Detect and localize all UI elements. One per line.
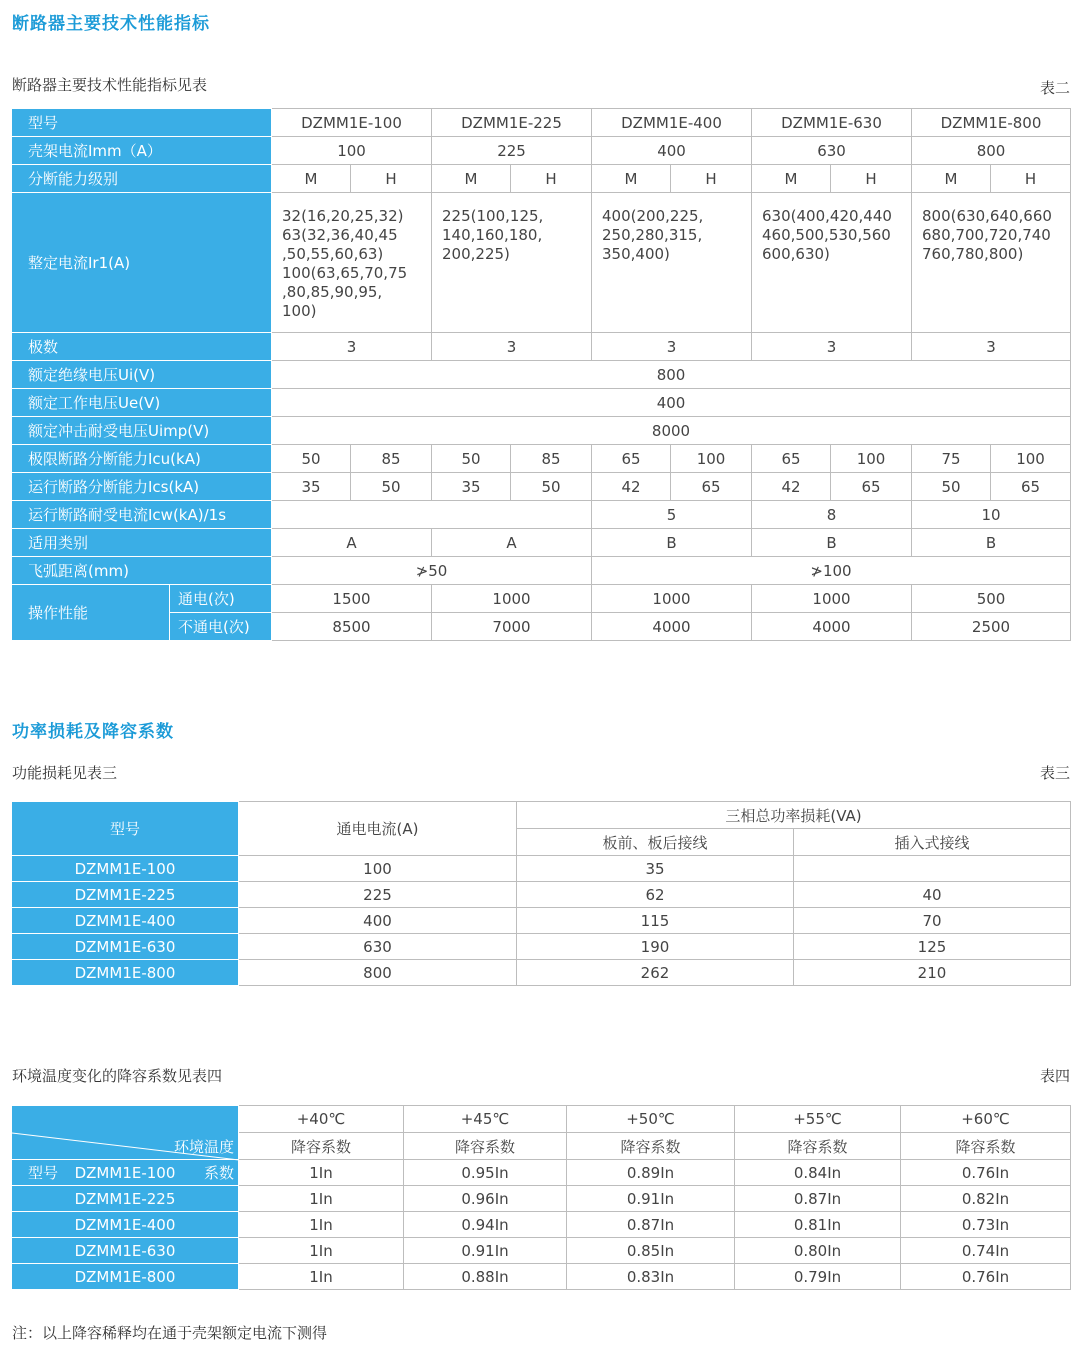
- label-icw: 运行断路耐受电流Icw(kA)/1s: [12, 501, 272, 529]
- label-breaking-level: 分断能力级别: [12, 165, 272, 193]
- label-arc-distance: 飞弧距离(mm): [12, 557, 272, 585]
- header-temp: 环境温度: [173, 1137, 234, 1156]
- level-m: M: [912, 165, 991, 193]
- coef-cell: 0.81In: [735, 1212, 901, 1238]
- row-plug: 125: [794, 934, 1071, 960]
- row-model: DZMM1E-100: [12, 1160, 239, 1186]
- row-front: 190: [517, 934, 794, 960]
- icu-cell: 50: [432, 445, 511, 473]
- label-category: 适用类别: [12, 529, 272, 557]
- header-loss: 三相总功率损耗(VA): [517, 802, 1071, 829]
- poles-cell: 3: [272, 333, 432, 361]
- row-model: DZMM1E-225: [12, 882, 239, 908]
- oper-off-cell: 2500: [912, 613, 1071, 641]
- level-m: M: [592, 165, 671, 193]
- label-oper-off: 不通电(次): [170, 613, 272, 641]
- oper-on-cell: 1500: [272, 585, 432, 613]
- coef-cell: 0.80In: [735, 1238, 901, 1264]
- label-setting-current: 整定电流Ir1(A): [12, 193, 272, 333]
- footnote: 注：以上降容稀释均在通于壳架额定电流下测得: [12, 1324, 328, 1342]
- oper-off-cell: 8500: [272, 613, 432, 641]
- row-current: 630: [239, 934, 517, 960]
- row-model: DZMM1E-630: [12, 1238, 239, 1264]
- row-front: 115: [517, 908, 794, 934]
- ics-cell: 65: [991, 473, 1071, 501]
- row-model: DZMM1E-100: [12, 856, 239, 882]
- icu-cell: 85: [511, 445, 592, 473]
- model-cell: DZMM1E-630: [752, 109, 912, 137]
- poles-cell: 3: [432, 333, 592, 361]
- coef-cell: 0.84In: [735, 1160, 901, 1186]
- oper-off-cell: 7000: [432, 613, 592, 641]
- row-model: DZMM1E-400: [12, 1212, 239, 1238]
- poles-cell: 3: [912, 333, 1071, 361]
- icu-cell: 75: [912, 445, 991, 473]
- frame-cell: 100: [272, 137, 432, 165]
- table2-caption: 断路器主要技术性能指标见表: [12, 76, 208, 94]
- icw-empty: [272, 501, 592, 529]
- coef-cell: 0.91In: [567, 1186, 735, 1212]
- label-oper-on: 通电(次): [170, 585, 272, 613]
- performance-table: [11, 108, 1071, 641]
- coef-cell: 0.76In: [901, 1160, 1071, 1186]
- table4-caption: 环境温度变化的降容系数见表四: [12, 1067, 223, 1085]
- model-cell: DZMM1E-225: [432, 109, 592, 137]
- derating-table: [11, 1105, 1071, 1290]
- ics-cell: 65: [831, 473, 912, 501]
- coef-cell: 0.87In: [735, 1186, 901, 1212]
- coef-cell: 1In: [239, 1186, 404, 1212]
- coef-cell: 1In: [239, 1238, 404, 1264]
- level-h: H: [991, 165, 1071, 193]
- setting-range: 630(400,420,440 460,500,530,560 600,630): [752, 193, 912, 333]
- icu-cell: 65: [752, 445, 831, 473]
- model-cell: DZMM1E-400: [592, 109, 752, 137]
- coef-cell: 0.83In: [567, 1264, 735, 1290]
- row-plug: 70: [794, 908, 1071, 934]
- coef-cell: 0.76In: [901, 1264, 1071, 1290]
- level-h: H: [511, 165, 592, 193]
- header-current: 通电电流(A): [239, 802, 517, 856]
- icu-cell: 50: [272, 445, 351, 473]
- ue-value: 400: [272, 389, 1071, 417]
- label-ui: 额定绝缘电压Ui(V): [12, 361, 272, 389]
- row-current: 225: [239, 882, 517, 908]
- label-ue: 额定工作电压Ue(V): [12, 389, 272, 417]
- label-poles: 极数: [12, 333, 272, 361]
- frame-cell: 800: [912, 137, 1071, 165]
- sub-header: 降容系数: [735, 1133, 901, 1160]
- coef-cell: 0.88In: [404, 1264, 567, 1290]
- arc-cell: ≯50: [272, 557, 592, 585]
- icu-cell: 100: [991, 445, 1071, 473]
- coef-cell: 0.94In: [404, 1212, 567, 1238]
- sub-header: 降容系数: [901, 1133, 1071, 1160]
- header-front-wiring: 板前、板后接线: [517, 829, 794, 856]
- poles-cell: 3: [592, 333, 752, 361]
- icw-cell: 8: [752, 501, 912, 529]
- icu-cell: 100: [671, 445, 752, 473]
- row-current: 800: [239, 960, 517, 986]
- icu-cell: 65: [592, 445, 671, 473]
- row-model: DZMM1E-800: [12, 960, 239, 986]
- category-cell: B: [752, 529, 912, 557]
- ics-cell: 42: [752, 473, 831, 501]
- label-operation: 操作性能: [12, 585, 170, 641]
- frame-cell: 400: [592, 137, 752, 165]
- label-uimp: 额定冲击耐受电压Uimp(V): [12, 417, 272, 445]
- coef-cell: 0.91In: [404, 1238, 567, 1264]
- sub-header: 降容系数: [567, 1133, 735, 1160]
- row-front: 62: [517, 882, 794, 908]
- setting-range: 32(16,20,25,32) 63(32,36,40,45 ,50,55,60,63) 100(63,65,70,75 ,80,85,90,95, 100): [272, 193, 432, 333]
- coef-cell: 0.74In: [901, 1238, 1071, 1264]
- coef-cell: 0.89In: [567, 1160, 735, 1186]
- frame-cell: 630: [752, 137, 912, 165]
- category-cell: A: [432, 529, 592, 557]
- label-ics: 运行断路分断能力Ics(kA): [12, 473, 272, 501]
- table2-tag: 表二: [1039, 79, 1070, 97]
- category-cell: B: [592, 529, 752, 557]
- temp-header: +45℃: [404, 1106, 567, 1133]
- level-h: H: [831, 165, 912, 193]
- icu-cell: 85: [351, 445, 432, 473]
- oper-on-cell: 500: [912, 585, 1071, 613]
- row-current: 100: [239, 856, 517, 882]
- row-plug: 210: [794, 960, 1071, 986]
- coef-cell: 0.87In: [567, 1212, 735, 1238]
- ics-cell: 65: [671, 473, 752, 501]
- temp-header: +40℃: [239, 1106, 404, 1133]
- oper-on-cell: 1000: [752, 585, 912, 613]
- label-model: 型号: [12, 109, 272, 137]
- ics-cell: 42: [592, 473, 671, 501]
- category-cell: A: [272, 529, 432, 557]
- label-icu: 极限断路分断能力Icu(kA): [12, 445, 272, 473]
- coef-cell: 1In: [239, 1264, 404, 1290]
- header-model: 型号: [28, 1163, 59, 1182]
- ics-cell: 35: [432, 473, 511, 501]
- level-h: H: [351, 165, 432, 193]
- oper-on-cell: 1000: [432, 585, 592, 613]
- oper-off-cell: 4000: [752, 613, 912, 641]
- label-frame-current: 壳架电流Imm（A）: [12, 137, 272, 165]
- ics-cell: 50: [511, 473, 592, 501]
- poles-cell: 3: [752, 333, 912, 361]
- model-cell: DZMM1E-800: [912, 109, 1071, 137]
- setting-range: 800(630,640,660 680,700,720,740 760,780,800): [912, 193, 1071, 333]
- ics-cell: 35: [272, 473, 351, 501]
- row-current: 400: [239, 908, 517, 934]
- setting-range: 225(100,125, 140,160,180, 200,225): [432, 193, 592, 333]
- temp-header: +50℃: [567, 1106, 735, 1133]
- arc-cell: ≯100: [592, 557, 1071, 585]
- header-model: 型号: [12, 802, 239, 856]
- frame-cell: 225: [432, 137, 592, 165]
- row-plug: [794, 856, 1071, 882]
- coef-cell: 1In: [239, 1212, 404, 1238]
- row-front: 35: [517, 856, 794, 882]
- section-title-power-loss: 功率损耗及降容系数: [12, 722, 174, 742]
- section-title-performance: 断路器主要技术性能指标: [12, 14, 210, 34]
- row-model: DZMM1E-630: [12, 934, 239, 960]
- header-plug-wiring: 插入式接线: [794, 829, 1071, 856]
- coef-cell: 0.85In: [567, 1238, 735, 1264]
- row-front: 262: [517, 960, 794, 986]
- sub-header: 降容系数: [239, 1133, 404, 1160]
- row-model: DZMM1E-225: [12, 1186, 239, 1212]
- power-loss-table: [11, 801, 1071, 986]
- level-m: M: [752, 165, 831, 193]
- temp-header: +60℃: [901, 1106, 1071, 1133]
- table4-tag: 表四: [1039, 1067, 1070, 1085]
- coef-cell: 1In: [239, 1160, 404, 1186]
- oper-off-cell: 4000: [592, 613, 752, 641]
- table3-caption: 功能损耗见表三: [12, 764, 118, 782]
- table3-tag: 表三: [1039, 764, 1070, 782]
- oper-on-cell: 1000: [592, 585, 752, 613]
- level-h: H: [671, 165, 752, 193]
- ics-cell: 50: [912, 473, 991, 501]
- uimp-value: 8000: [272, 417, 1071, 445]
- icw-cell: 5: [592, 501, 752, 529]
- header-coef: 系数: [203, 1163, 234, 1182]
- row-plug: 40: [794, 882, 1071, 908]
- model-cell: DZMM1E-100: [272, 109, 432, 137]
- level-m: M: [272, 165, 351, 193]
- category-cell: B: [912, 529, 1071, 557]
- ics-cell: 50: [351, 473, 432, 501]
- coef-cell: 0.96In: [404, 1186, 567, 1212]
- row-model: DZMM1E-800: [12, 1264, 239, 1290]
- coef-cell: 0.95In: [404, 1160, 567, 1186]
- coef-cell: 0.82In: [901, 1186, 1071, 1212]
- temp-header: +55℃: [735, 1106, 901, 1133]
- level-m: M: [432, 165, 511, 193]
- row-model: DZMM1E-400: [12, 908, 239, 934]
- icu-cell: 100: [831, 445, 912, 473]
- icw-cell: 10: [912, 501, 1071, 529]
- ui-value: 800: [272, 361, 1071, 389]
- sub-header: 降容系数: [404, 1133, 567, 1160]
- setting-range: 400(200,225, 250,280,315, 350,400): [592, 193, 752, 333]
- coef-cell: 0.79In: [735, 1264, 901, 1290]
- coef-cell: 0.73In: [901, 1212, 1071, 1238]
